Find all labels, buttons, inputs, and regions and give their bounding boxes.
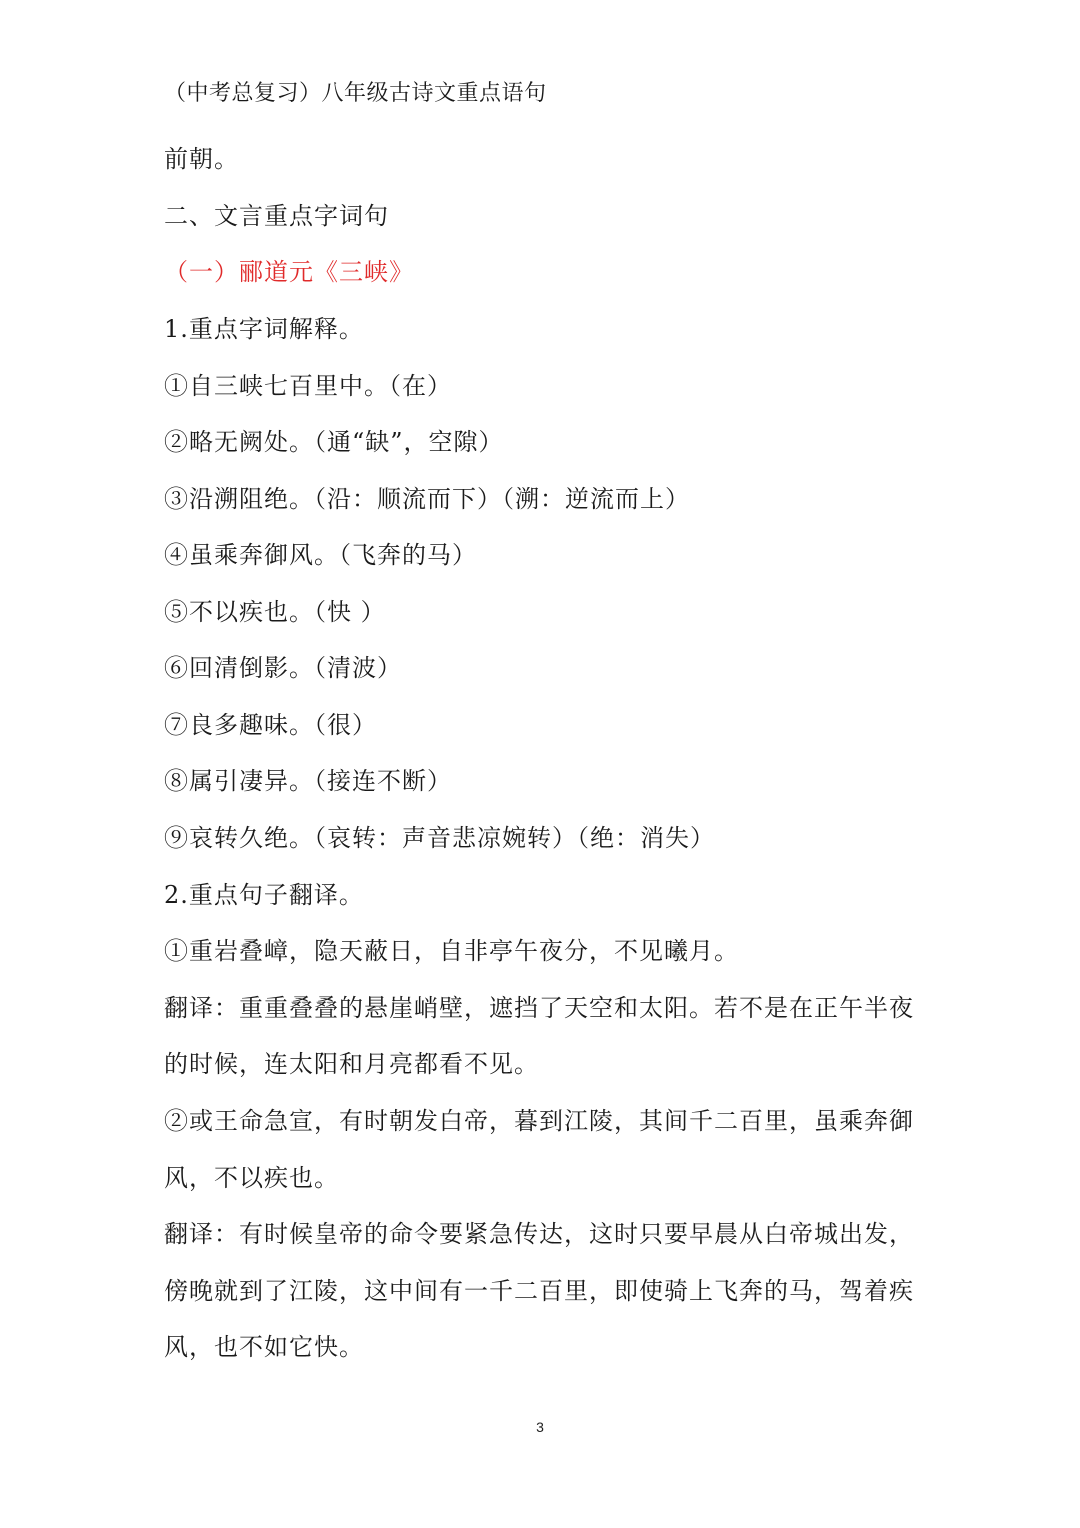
- translation-heading: 2.重点句子翻译。: [164, 881, 364, 909]
- source-sentence: 风，不以疾也。: [164, 1164, 339, 1192]
- translation-text: 的时候，连太阳和月亮都看不见。: [164, 1050, 539, 1078]
- translation-text: 风，也不如它快。: [164, 1333, 364, 1361]
- page-number: 3: [536, 1419, 544, 1435]
- vocab-item: ⑨哀转久绝。（哀转：声音悲凉婉转）（绝：消失）: [164, 824, 715, 852]
- vocab-item: ⑤不以疾也。（快 ）: [164, 598, 386, 626]
- translation-text: 翻译：重重叠叠的悬崖峭壁，遮挡了天空和太阳。若不是在正午半夜: [164, 994, 914, 1022]
- document-header: （中考总复习）八年级古诗文重点语句: [164, 81, 547, 106]
- vocab-item: ④虽乘奔御风。（飞奔的马）: [164, 541, 477, 569]
- vocab-item: ①自三峡七百里中。（在）: [164, 372, 452, 400]
- vocab-heading: 1.重点字词解释。: [164, 315, 364, 343]
- section-heading: 二、文言重点字词句: [164, 202, 389, 230]
- vocab-item: ③沿溯阻绝。（沿：顺流而下）（溯：逆流而上）: [164, 485, 690, 513]
- translation-text: 傍晚就到了江陵，这中间有一千二百里，即使骑上飞奔的马，驾着疾: [164, 1277, 914, 1305]
- vocab-item: ⑦良多趣味。（很）: [164, 711, 377, 739]
- source-sentence: ②或王命急宣，有时朝发白帝，暮到江陵，其间千二百里，虽乘奔御: [164, 1107, 914, 1135]
- vocab-item: ⑧属引凄异。（接连不断）: [164, 767, 452, 795]
- vocab-item: ②略无阙处。（通“缺”，空隙）: [164, 428, 504, 456]
- vocab-item: ⑥回清倒影。（清波）: [164, 654, 402, 682]
- carryover-text: 前朝。: [164, 145, 239, 173]
- translation-text: 翻译：有时候皇帝的命令要紧急传达，这时只要早晨从白帝城出发，: [164, 1220, 914, 1248]
- source-sentence: ①重岩叠嶂，隐天蔽日，自非亭午夜分，不见曦月。: [164, 937, 739, 965]
- subsection-heading: （一）郦道元《三峡》: [164, 258, 414, 286]
